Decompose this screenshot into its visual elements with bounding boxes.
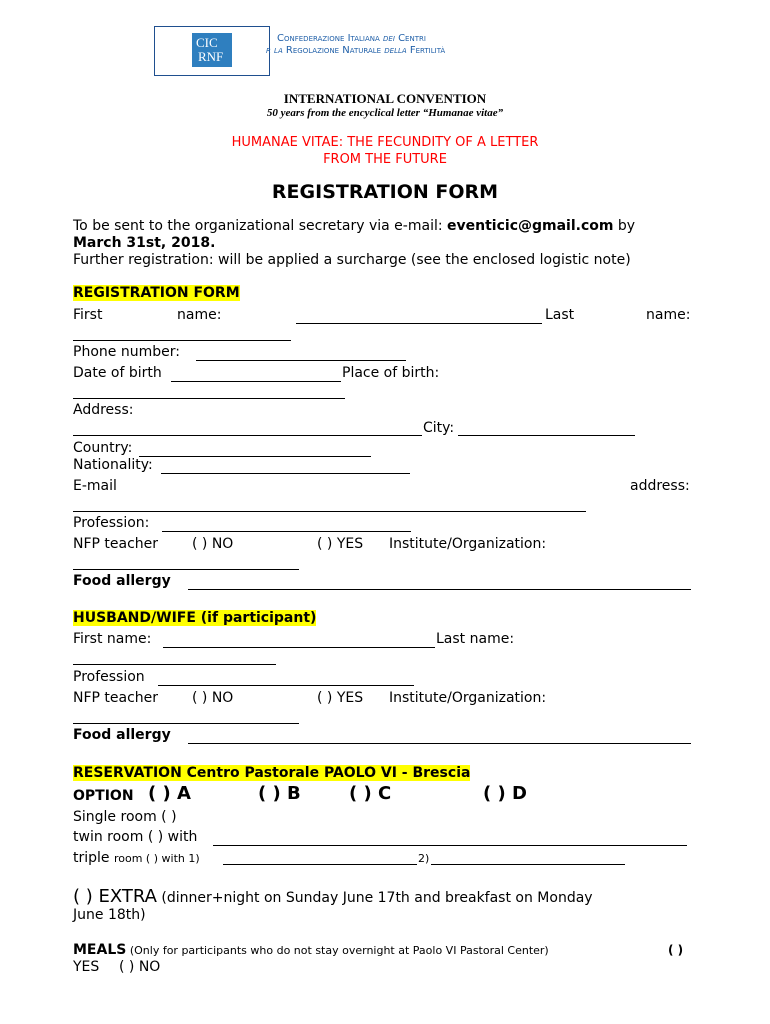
nfp-no-option[interactable]: ( ) NO <box>192 536 234 552</box>
last-label: Last <box>545 307 575 323</box>
option-b[interactable]: ( ) B <box>258 783 301 804</box>
spouse-profession-label: Profession <box>73 669 145 685</box>
extra-dates: June 18th) <box>73 907 146 923</box>
meals-yes-option[interactable]: YES <box>73 959 100 975</box>
spouse-institute-label: Institute/Organization: <box>389 690 547 706</box>
nfp-label: NFP teacher <box>73 536 159 552</box>
spouse-last-name-field[interactable] <box>73 664 276 665</box>
spouse-heading: HUSBAND/WIFE (if participant) <box>73 610 317 626</box>
nationality-label: Nationality: <box>73 457 153 473</box>
city-field[interactable] <box>458 435 635 436</box>
option-d[interactable]: ( ) D <box>483 783 527 804</box>
pob-field[interactable] <box>73 398 345 399</box>
first-label: First <box>73 307 103 323</box>
phone-label: Phone number: <box>73 344 180 360</box>
profession-label: Profession: <box>73 515 150 531</box>
convention-subtitle: 50 years from the encyclical letter “Humanae vitae” <box>266 107 504 119</box>
spouse-institute-field[interactable] <box>73 723 299 724</box>
meals-yes-paren[interactable]: ( ) <box>668 943 684 957</box>
pob-label: Place of birth: <box>342 365 440 381</box>
email-address-label: address: <box>630 478 690 494</box>
dob-label: Date of birth <box>73 365 162 381</box>
food-allergy-field[interactable] <box>188 589 691 590</box>
spouse-food-allergy-label: Food allergy <box>73 727 171 743</box>
food-allergy-label: Food allergy <box>73 573 171 589</box>
spouse-nfp-label: NFP teacher <box>73 690 159 706</box>
spouse-first-name-field[interactable] <box>163 647 435 648</box>
meals-row: MEALS (Only for participants who do not stay overnight at Paolo VI Pastoral Center) <box>73 942 549 958</box>
triple-room-field-1[interactable] <box>223 864 417 865</box>
email-field[interactable] <box>73 511 586 512</box>
logo-text-bottom: RNF <box>198 49 224 64</box>
option-label: OPTION <box>73 788 134 804</box>
email-address: eventicic@gmail.com <box>447 218 614 234</box>
logo <box>192 33 232 67</box>
convention-title: INTERNATIONAL CONVENTION <box>283 91 487 106</box>
dob-field[interactable] <box>171 381 341 382</box>
intro-surcharge: Further registration: will be applied a surcharge (see the enclosed logistic note) <box>73 252 631 268</box>
option-c[interactable]: ( ) C <box>349 783 392 804</box>
spouse-nfp-yes-option[interactable]: ( ) YES <box>317 690 364 706</box>
institute-label: Institute/Organization: <box>389 536 547 552</box>
spouse-food-allergy-field[interactable] <box>188 743 691 744</box>
theme-line2: FROM THE FUTURE <box>323 152 447 167</box>
nfp-yes-option[interactable]: ( ) YES <box>317 536 364 552</box>
org-name-line1: Confederazione Italiana dei Centri <box>277 33 426 44</box>
address-field[interactable] <box>73 435 422 436</box>
logo-text-top: CIC <box>196 35 218 50</box>
triple-room-2-label: 2) <box>418 852 430 865</box>
twin-room-label[interactable]: twin room ( ) with <box>73 829 198 845</box>
org-name-line2: r la Regolazione Naturale della Fertilità <box>266 45 446 56</box>
option-a[interactable]: ( ) A <box>148 783 191 804</box>
intro-line1: To be sent to the organizational secretary via e-mail: eventicic@gmail.com by <box>73 218 636 234</box>
triple-room-field-2[interactable] <box>431 864 625 865</box>
extra-row: ( ) EXTRA (dinner+night on Sunday June 17th and breakfast on Monday <box>73 886 593 907</box>
last-name-field[interactable] <box>73 340 291 341</box>
registration-heading: REGISTRATION FORM <box>73 285 240 301</box>
country-field[interactable] <box>139 456 371 457</box>
reservation-heading: RESERVATION Centro Pastorale PAOLO VI - Brescia <box>73 765 471 781</box>
meals-no-option[interactable]: ( ) NO <box>119 959 161 975</box>
city-label: City: <box>423 420 455 436</box>
theme-line1: HUMANAE VITAE: THE FECUNDITY OF A LETTER <box>231 135 539 150</box>
single-room-option[interactable]: Single room ( ) <box>73 809 177 825</box>
phone-field[interactable] <box>196 360 406 361</box>
extra-option[interactable]: ( ) EXTRA <box>73 886 157 907</box>
last-name-label: name: <box>646 307 691 323</box>
first-name-field[interactable] <box>296 323 542 324</box>
spouse-first-name-label: First name: <box>73 631 152 647</box>
twin-room-field[interactable] <box>213 845 687 846</box>
country-label: Country: <box>73 440 133 456</box>
spouse-nfp-no-option[interactable]: ( ) NO <box>192 690 234 706</box>
spouse-last-name-label: Last name: <box>436 631 515 647</box>
triple-room-row: triple room ( ) with 1) <box>73 850 200 866</box>
first-name-label: name: <box>177 307 222 323</box>
address-label: Address: <box>73 402 134 418</box>
institute-field[interactable] <box>73 569 299 570</box>
nationality-field[interactable] <box>161 473 410 474</box>
intro-deadline: March 31st, 2018. <box>73 235 216 251</box>
page-title: REGISTRATION FORM <box>271 181 499 203</box>
profession-field[interactable] <box>162 531 411 532</box>
email-label: E-mail <box>73 478 117 494</box>
spouse-profession-field[interactable] <box>158 685 414 686</box>
